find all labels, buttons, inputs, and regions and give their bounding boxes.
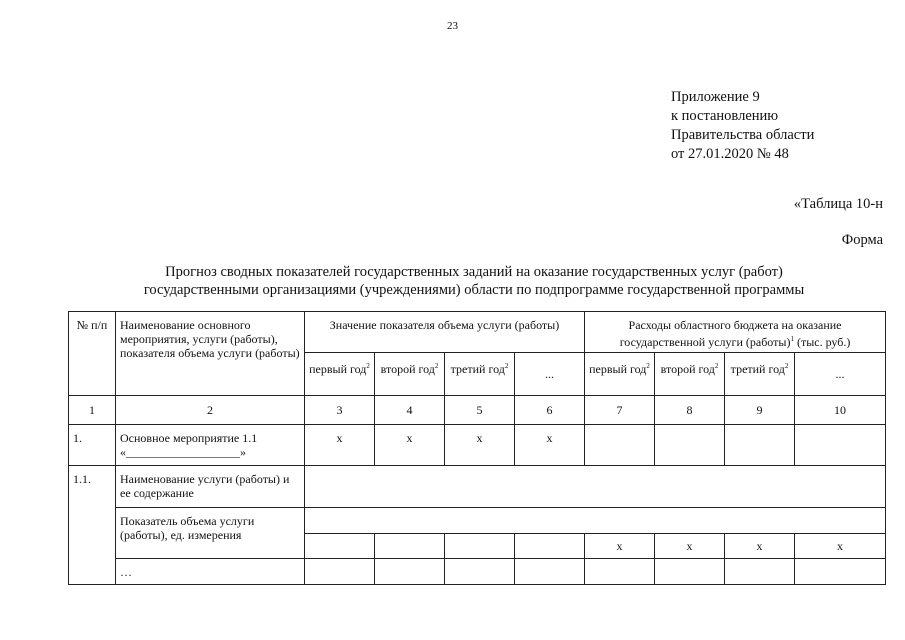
table-row [69,466,886,508]
header-expense-group [585,312,886,353]
third-year-label: третий год [450,362,505,376]
page-number: 23 [447,20,458,32]
empty-cell [655,425,725,466]
empty-cell [305,559,375,585]
header-vol-second-year [375,353,445,396]
empty-cell [795,425,886,466]
cross-mark: x [515,425,585,466]
header-vol-first-year [305,353,375,396]
table-row [69,425,886,466]
cross-mark: x [725,534,795,559]
empty-cell [445,559,515,585]
table-reference: «Таблица 10-н [793,196,883,212]
footnote-mark: 2 [714,362,719,370]
cross-mark: x [655,534,725,559]
header-expense-text: Расходы областного бюджета на оказание государственной услуги (работы) [619,318,842,349]
blank-line: ___________________ [126,445,240,459]
empty-cell [305,534,375,559]
empty-cell [585,559,655,585]
table-row [69,508,886,534]
second-year-label: второй год [380,362,435,376]
title-line-1: Прогноз сводных показателей государственных заданий на оказание государственных услуг (работ) [165,264,783,280]
header-volume-group: Значение показателя объема услуги (работы) [305,312,585,353]
appendix-block [671,88,814,164]
quote-close: » [240,445,246,459]
header-name: Наименование основного мероприятия, услуги (работы), показателя объема услуги (работы) [116,312,305,396]
header-vol-third-year [445,353,515,396]
footnote-mark: 2 [646,362,650,370]
header-exp-second-year [655,353,725,396]
column-number: 5 [445,396,515,425]
appendix-line-3: Правительства области [671,127,815,143]
empty-cell [445,534,515,559]
cross-mark: x [585,534,655,559]
first-year-label: первый год [309,362,367,376]
second-year-label: второй год [660,362,715,376]
header-vol-ellipsis: ... [515,353,585,396]
cross-mark: x [795,534,886,559]
row-name-service: Наименование услуги (работы) и ее содержание [116,466,305,508]
row-name-more: … [116,559,305,585]
column-number: 7 [585,396,655,425]
row-number: 1. [69,425,116,466]
indicator-name-cell [305,508,886,534]
column-number: 4 [375,396,445,425]
service-description-cell [305,466,886,508]
column-number: 6 [515,396,585,425]
forecast-table [68,311,886,585]
appendix-line-4: от 27.01.2020 № 48 [671,146,789,162]
footnote-mark: 2 [784,362,789,370]
column-number-row [69,396,886,425]
cross-mark: x [305,425,375,466]
header-expense-unit: (тыс. руб.) [793,335,851,349]
column-number: 2 [116,396,305,425]
row-name-main-activity [116,425,305,466]
quote-open: « [120,445,126,459]
document-title [0,263,905,299]
main-activity-label: Основное мероприятие 1.1 [120,431,258,445]
empty-cell [795,559,886,585]
header-number: № п/п [69,312,116,396]
row-name-indicator: Показатель объема услуги (работы), ед. измерения [116,508,305,559]
column-number: 8 [655,396,725,425]
column-number: 9 [725,396,795,425]
footnote-mark: 2 [434,362,439,370]
header-exp-third-year [725,353,795,396]
title-line-2: государственными организациями (учреждениями) области по подпрограмме государственной программы [143,282,805,298]
column-number: 10 [795,396,886,425]
table-row [69,559,886,585]
main-activity-blank [120,445,300,459]
footnote-mark: 2 [504,362,509,370]
header-exp-first-year [585,353,655,396]
empty-cell [515,534,585,559]
column-number: 3 [305,396,375,425]
first-year-label: первый год [589,362,647,376]
empty-cell [725,425,795,466]
empty-cell [585,425,655,466]
form-label: Форма [841,232,883,248]
cross-mark: x [375,425,445,466]
appendix-line-1: Приложение 9 [671,89,760,105]
empty-cell [725,559,795,585]
empty-cell [375,534,445,559]
footnote-mark: 2 [366,362,370,370]
header-exp-ellipsis: ... [795,353,886,396]
empty-cell [375,559,445,585]
appendix-line-2: к постановлению [671,108,779,124]
third-year-label: третий год [730,362,785,376]
empty-cell [655,559,725,585]
empty-cell [515,559,585,585]
row-number: 1.1. [69,466,116,585]
cross-mark: x [445,425,515,466]
column-number: 1 [69,396,116,425]
header-expense-footnote: 1 [790,335,794,343]
